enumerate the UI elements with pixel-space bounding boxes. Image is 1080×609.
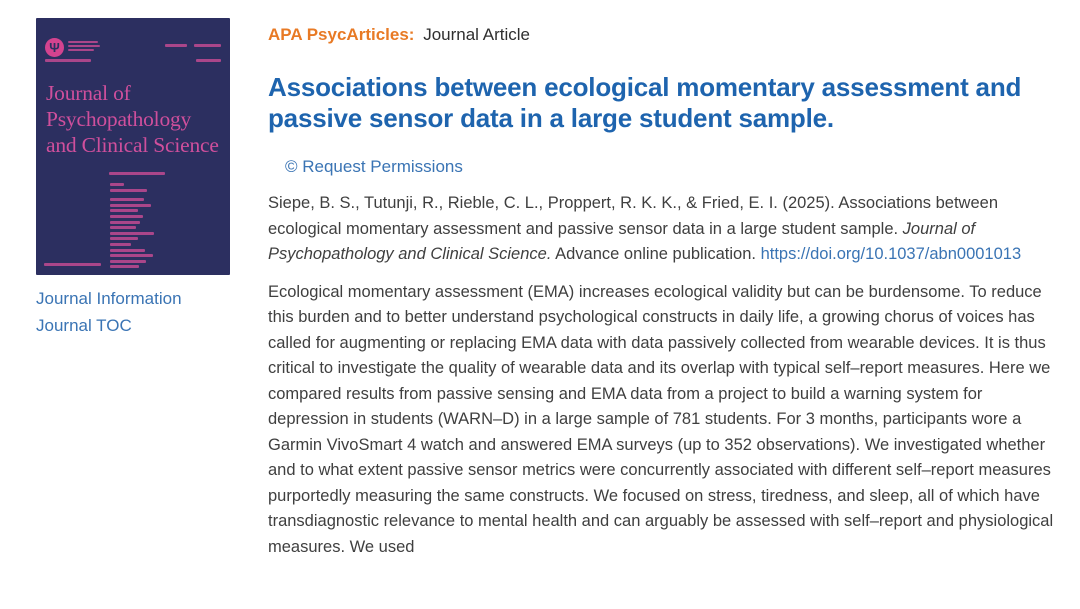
citation-journal-name: Journal of Psychopathology and Clinical Science. <box>268 219 976 263</box>
database-label: APA PsycArticles: <box>268 25 415 44</box>
article-title: Associations between ecological momentary assessment and passive sensor data in a large student sample. <box>268 72 1022 133</box>
citation-authors-text: Siepe, B. S., Tutunji, R., Rieble, C. L., Proppert, R. K. K., & Fried, E. I. (2025). Associations between ecological momentary assessment and passive sensor data in a large student sample. <box>268 194 999 238</box>
doi-link[interactable]: https://doi.org/10.1037/abn0001013 <box>760 245 1022 263</box>
cover-url-fine-print <box>44 263 101 266</box>
cover-journal-title: Journal of Psychopathology and Clinical Science <box>46 81 219 157</box>
journal-information-link[interactable]: Journal Information <box>36 289 182 308</box>
journal-cover-thumbnail[interactable] <box>36 18 230 275</box>
document-type-label: Journal Article <box>423 25 530 44</box>
citation <box>268 191 1066 268</box>
cover-editors-fine-print <box>110 183 210 271</box>
abstract-text: Ecological momentary assessment (EMA) increases ecological validity but can be burdensome. To reduce this burden and to better understand psychological constructs in daily life, a growing chorus of voices has called for augmenting or replacing EMA data with data passively collected from wearable devices. It is thus critical to investigate the quality of wearable data and its overlap with typical self–report measures. Here we compared results from passive sensing and EMA data from a project to build a warning system for depression in students (WARN–D) in a large sample of 781 students. For 3 months, participants wore a Garmin VivoSmart 4 watch and answered EMA surveys (up to 352 observations). We investigated whether and to what extent passive sensor metrics were concurrently associated with different self–report measures purportedly measuring the same constructs. We focused on stress, tiredness, and sleep, all of which have transdiagnostic relevance to mental health and can arguably be assessed with self–report and physiological measures. We used <box>268 282 1054 556</box>
cover-frequency-fine-print <box>45 59 91 62</box>
cover-association-fine-print <box>68 41 100 53</box>
cover-founded-fine-print <box>109 172 165 175</box>
cover-issn-fine-print <box>196 59 221 62</box>
apa-logo-icon: Ψ <box>45 38 64 57</box>
article-main <box>268 24 1066 560</box>
citation-publication-status-text: Advance online publication. <box>551 245 761 263</box>
journal-nav-links <box>36 285 182 339</box>
request-permissions-link[interactable]: © Request Permissions <box>285 157 463 176</box>
journal-toc-link[interactable]: Journal TOC <box>36 316 132 335</box>
breadcrumb <box>268 24 1066 46</box>
cover-volume-fine-print <box>165 44 221 47</box>
